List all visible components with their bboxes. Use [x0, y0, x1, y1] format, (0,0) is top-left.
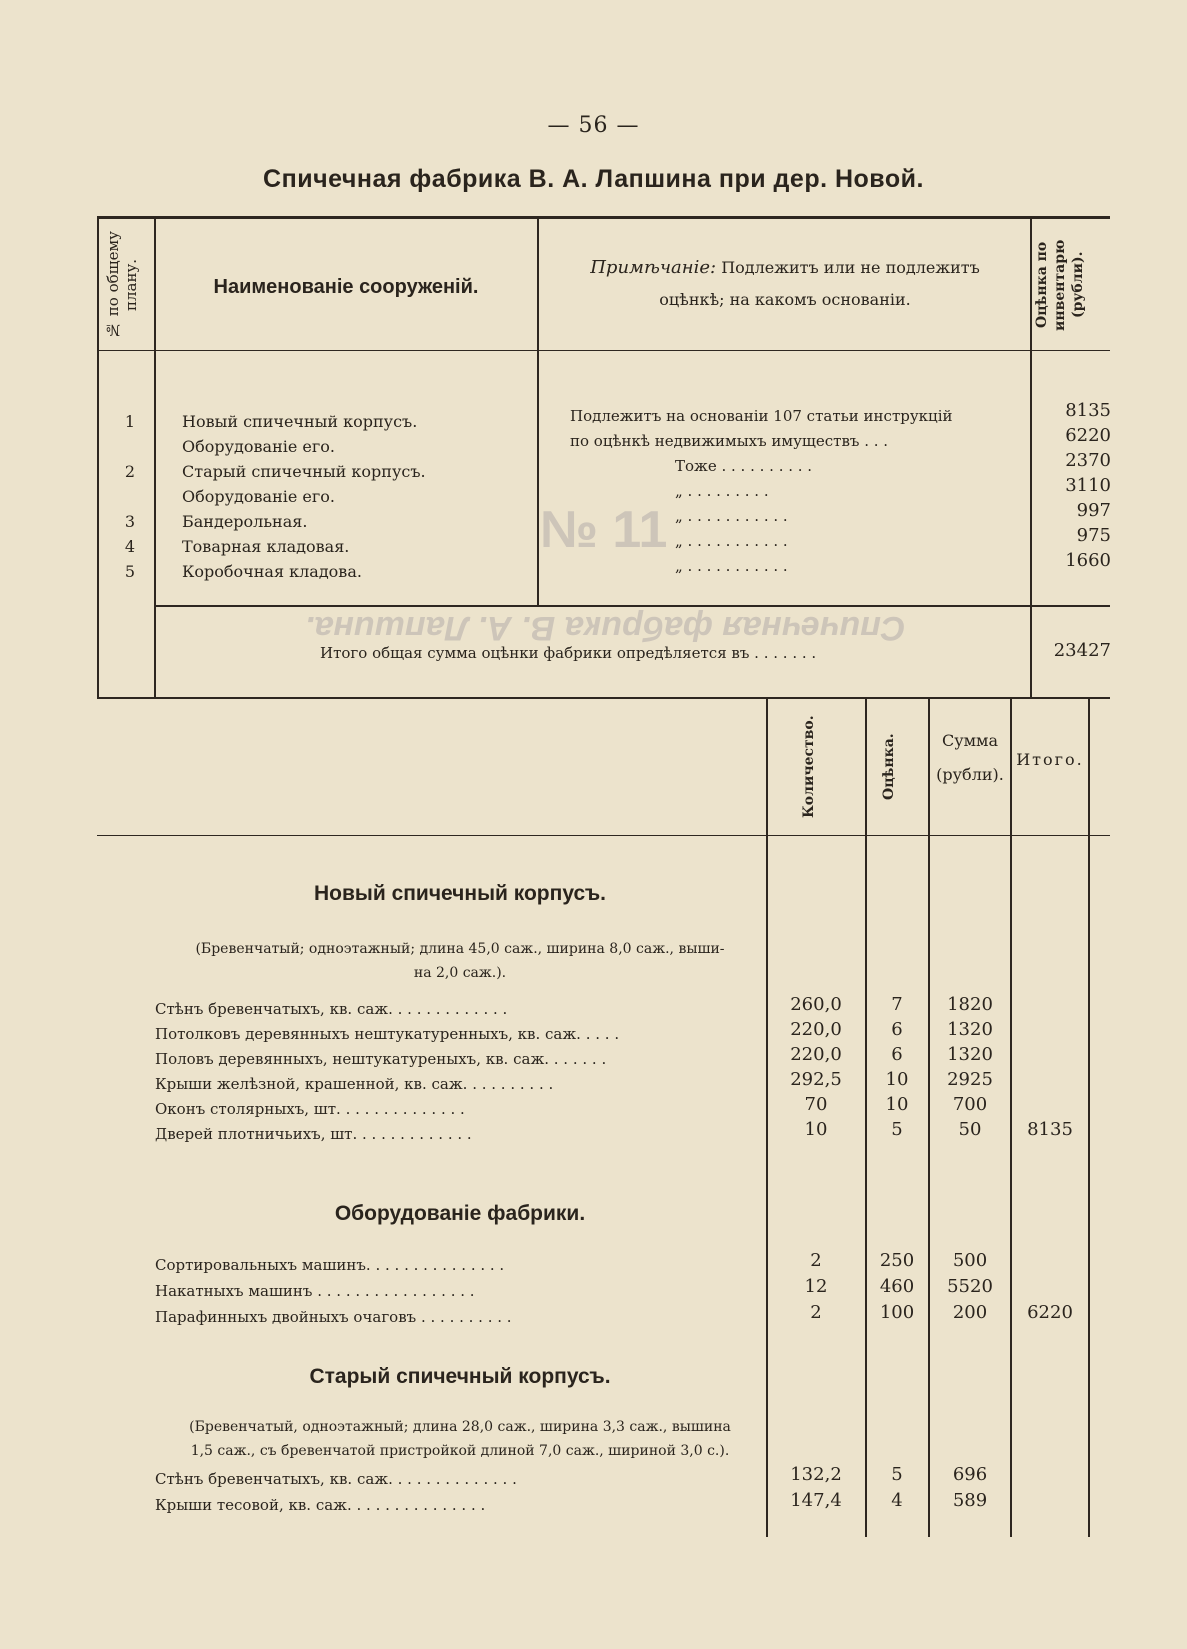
item-name: Крыши желѣзной, крашенной, кв. саж. . . . . . . . . . — [155, 1075, 554, 1093]
section-title: Оборудованіе фабрики. — [334, 1202, 586, 1225]
inventory-value: 1660 — [1065, 550, 1111, 571]
item-name: Потолковъ деревянныхъ нештукатуренныхъ, кв. саж. . . . . — [155, 1025, 620, 1043]
inventory-value: 3110 — [1065, 475, 1111, 496]
item-name: Дверей плотничьихъ, шт. . . . . . . . . . . . . — [155, 1125, 472, 1143]
item-rate: 5 — [891, 1464, 903, 1485]
plan-number: 5 — [124, 562, 136, 581]
total-value: 23427 — [1053, 640, 1111, 661]
description-line: (Бревенчатый; одноэтажный; длина 45,0 саж., ширина 8,0 саж., выши- — [195, 941, 725, 957]
structure-note: „ . . . . . . . . . . . — [675, 557, 788, 575]
page-number: — 56 — — [547, 113, 640, 138]
section-title: Новый спичечный корпусъ. — [313, 882, 607, 905]
header-sum-line2: (рубли). — [936, 765, 1004, 784]
item-total: 8135 — [1027, 1119, 1073, 1140]
structure-note: по оцѣнкѣ недвижимыхъ имуществъ . . . — [570, 432, 889, 450]
inventory-value: 997 — [1076, 500, 1111, 521]
item-quantity: 220,0 — [790, 1019, 842, 1040]
structure-note: Подлежитъ на основаніи 107 статьи инструкцій — [570, 407, 953, 425]
item-rate: 100 — [879, 1302, 915, 1323]
item-quantity: 10 — [804, 1119, 828, 1140]
item-quantity: 147,4 — [790, 1490, 842, 1511]
item-sum: 200 — [952, 1302, 988, 1323]
item-name: Парафинныхъ двойныхъ очаговъ . . . . . . . . . . — [155, 1308, 512, 1326]
section-description — [155, 1415, 765, 1463]
header-total: Итого. — [1016, 750, 1084, 769]
item-quantity: 292,5 — [790, 1069, 842, 1090]
item-quantity: 132,2 — [790, 1464, 842, 1485]
header-rate: Оцѣнка. — [881, 733, 897, 801]
plan-number: 2 — [124, 462, 136, 481]
structure-note: Тоже . . . . . . . . . . — [675, 457, 813, 475]
header-inventory-value: Оцѣнка по инвентарю (рубли). — [1034, 239, 1086, 331]
plan-number: 4 — [124, 537, 136, 556]
item-sum: 5520 — [947, 1276, 993, 1297]
item-quantity: 260,0 — [790, 994, 842, 1015]
item-sum: 1820 — [947, 994, 993, 1015]
item-total: 6220 — [1027, 1302, 1073, 1323]
structure-name: Бандерольная. — [182, 512, 308, 531]
inventory-value: 8135 — [1065, 400, 1111, 421]
item-sum: 500 — [952, 1250, 988, 1271]
item-sum: 2925 — [947, 1069, 993, 1090]
description-line: на 2,0 саж.). — [413, 965, 507, 981]
header-note-text: Подлежитъ или не подлежитъ — [721, 258, 980, 277]
item-name: Накатныхъ машинъ . . . . . . . . . . . . . . . . . — [155, 1282, 475, 1300]
item-rate: 10 — [885, 1069, 909, 1090]
header-note-line2: оцѣнкѣ; на какомъ основаніи. — [659, 290, 911, 309]
section-description — [155, 937, 765, 985]
item-quantity: 2 — [810, 1302, 822, 1323]
inventory-value: 6220 — [1065, 425, 1111, 446]
header-structure-name: Наименованіе сооруженій. — [213, 276, 479, 298]
plan-number: 3 — [124, 512, 136, 531]
item-quantity: 12 — [804, 1276, 828, 1297]
item-rate: 5 — [891, 1119, 903, 1140]
header-note — [540, 252, 1030, 316]
item-quantity: 70 — [804, 1094, 828, 1115]
structure-note: „ . . . . . . . . . — [675, 482, 769, 500]
item-rate: 4 — [891, 1490, 903, 1511]
item-sum: 696 — [952, 1464, 988, 1485]
item-quantity: 220,0 — [790, 1044, 842, 1065]
item-sum: 700 — [952, 1094, 988, 1115]
inventory-value: 2370 — [1065, 450, 1111, 471]
header-sum-line1: Сумма — [941, 731, 999, 750]
item-rate: 460 — [879, 1276, 915, 1297]
item-rate: 6 — [891, 1044, 903, 1065]
description-line: 1,5 саж., съ бревенчатой пристройкой длиной 7,0 саж., шириной 3,0 с.). — [190, 1443, 730, 1459]
header-plan-number: № по общему плану. — [104, 231, 140, 339]
structure-name: Новый спичечный корпусъ. — [182, 412, 418, 431]
structure-name: Оборудованіе его. — [182, 437, 335, 456]
section-title: Старый спичечный корпусъ. — [309, 1365, 611, 1388]
item-name: Стѣнъ бревенчатыхъ, кв. саж. . . . . . . . . . . . . . — [155, 1470, 517, 1488]
header-quantity: Количество. — [801, 715, 817, 819]
item-name: Стѣнъ бревенчатыхъ, кв. саж. . . . . . . . . . . . . — [155, 1000, 508, 1018]
plan-number: 1 — [124, 412, 136, 431]
item-sum: 1320 — [947, 1019, 993, 1040]
stamp-name-mark: Спичечная фабрика В. А. Лапшина. — [305, 609, 906, 647]
page-title: Спичечная фабрика В. А. Лапшина при дер. Новой. — [263, 165, 924, 193]
item-rate: 250 — [879, 1250, 915, 1271]
item-rate: 10 — [885, 1094, 909, 1115]
stamp-number-mark: № 11 — [540, 501, 668, 559]
item-sum: 589 — [952, 1490, 988, 1511]
header-note-italic: Примѣчаніе: — [590, 257, 717, 278]
structure-name: Коробочная кладова. — [182, 562, 362, 581]
item-name: Половъ деревянныхъ, нештукатуреныхъ, кв. саж. . . . . . . — [155, 1050, 607, 1068]
item-name: Сортировальныхъ машинъ. . . . . . . . . . . . . . . — [155, 1256, 505, 1274]
item-name: Крыши тесовой, кв. саж. . . . . . . . . . . . . . . — [155, 1496, 486, 1514]
structure-name: Старый спичечный корпусъ. — [182, 462, 426, 481]
item-quantity: 2 — [810, 1250, 822, 1271]
inventory-value: 975 — [1076, 525, 1111, 546]
item-rate: 6 — [891, 1019, 903, 1040]
structure-note: „ . . . . . . . . . . . — [675, 507, 788, 525]
item-sum: 50 — [958, 1119, 982, 1140]
item-sum: 1320 — [947, 1044, 993, 1065]
description-line: (Бревенчатый, одноэтажный; длина 28,0 саж., ширина 3,3 саж., вышина — [189, 1419, 731, 1435]
item-name: Оконъ столярныхъ, шт. . . . . . . . . . . . . . — [155, 1100, 465, 1118]
structure-name: Товарная кладовая. — [182, 537, 350, 556]
header-sum — [930, 724, 1010, 792]
structure-note: „ . . . . . . . . . . . — [675, 532, 788, 550]
structure-name: Оборудованіе его. — [182, 487, 335, 506]
total-label: Итого общая сумма оцѣнки фабрики опредѣляется въ . . . . . . . — [320, 644, 817, 662]
item-rate: 7 — [891, 994, 903, 1015]
